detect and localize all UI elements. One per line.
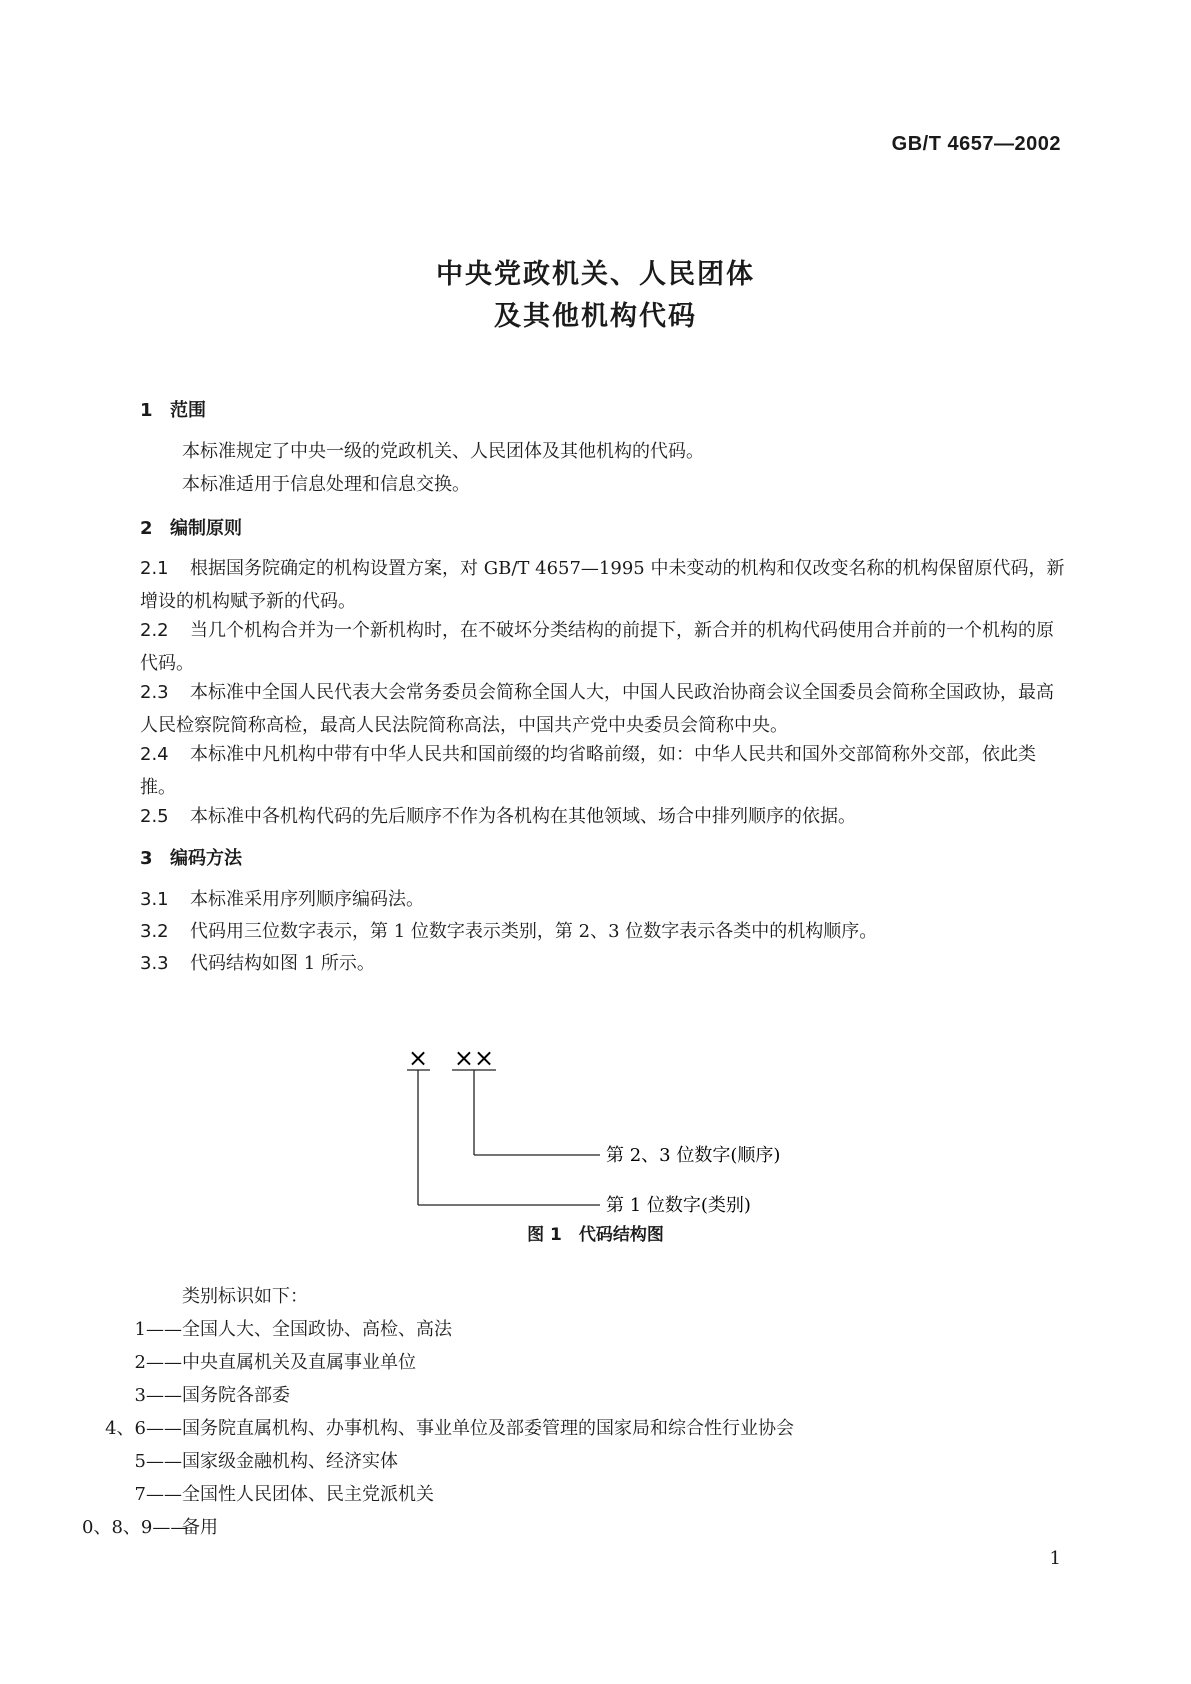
category-item bbox=[82, 1480, 434, 1506]
clause-number: 2.2 bbox=[140, 620, 169, 641]
category-item bbox=[82, 1348, 416, 1374]
clause-text: 代码用三位数字表示，第 1 位数字表示类别，第 2、3 位数字表示各类中的机构顺序。 bbox=[190, 921, 878, 942]
category-desc: 全国人大、全国政协、高检、高法 bbox=[182, 1319, 452, 1340]
scope-paragraph-2: 本标准适用于信息处理和信息交换。 bbox=[182, 474, 470, 495]
section-title: 范围 bbox=[170, 400, 206, 421]
section-number: 2 bbox=[140, 518, 153, 539]
scope-paragraph-1: 本标准规定了中央一级的党政机关、人民团体及其他机构的代码。 bbox=[182, 441, 704, 462]
clause-text: 本标准采用序列顺序编码法。 bbox=[190, 889, 424, 910]
page-title-line-1: 中央党政机关、人民团体 bbox=[436, 259, 755, 290]
category-item bbox=[82, 1414, 794, 1440]
figure-caption: 图 1 代码结构图 bbox=[527, 1225, 664, 1245]
section-number: 1 bbox=[140, 400, 153, 421]
category-code: 7—— bbox=[134, 1484, 182, 1505]
category-desc: 全国性人民团体、民主党派机关 bbox=[182, 1484, 434, 1505]
figure-label-order: 第 2、3 位数字(顺序) bbox=[606, 1145, 781, 1166]
category-desc: 中央直属机关及直属事业单位 bbox=[182, 1352, 416, 1373]
figure-symbol-order: ×× bbox=[453, 1044, 495, 1072]
category-code: 3—— bbox=[134, 1385, 182, 1406]
clause-number: 3.1 bbox=[140, 889, 169, 910]
clause-number: 3.3 bbox=[140, 953, 169, 974]
category-item bbox=[82, 1513, 218, 1539]
category-desc: 国务院直属机构、办事机构、事业单位及部委管理的国家局和综合性行业协会 bbox=[182, 1418, 794, 1439]
standard-number: GB/T 4657—2002 bbox=[891, 133, 1061, 155]
category-code: 1—— bbox=[134, 1319, 182, 1340]
clause-text: 代码结构如图 1 所示。 bbox=[190, 953, 375, 974]
clause-text: 本标准中全国人民代表大会常务委员会简称全国人大，中国人民政治协商会议全国委员会简称全国政协，最高人民检察院简称高检，最高人民法院简称高法，中国共产党中央委员会简称中央。 bbox=[140, 682, 1054, 736]
page-number: 1 bbox=[1049, 1548, 1061, 1569]
category-desc: 国务院各部委 bbox=[182, 1385, 290, 1406]
clause-text: 根据国务院确定的机构设置方案，对 GB/T 4657—1995 中未变动的机构和仅改变名称的机构保留原代码，新增设的机构赋予新的代码。 bbox=[140, 558, 1065, 612]
category-code: 5—— bbox=[134, 1451, 182, 1472]
figure-symbol-category: × bbox=[407, 1044, 429, 1072]
section-title: 编制原则 bbox=[170, 518, 242, 539]
clause-number: 2.1 bbox=[140, 558, 169, 579]
category-code: 2—— bbox=[134, 1352, 182, 1373]
category-item bbox=[82, 1447, 398, 1473]
clause-text: 本标准中凡机构中带有中华人民共和国前缀的均省略前缀，如：中华人民共和国外交部简称外交部，依此类推。 bbox=[140, 744, 1036, 798]
section-number: 3 bbox=[140, 848, 153, 869]
section-title: 编码方法 bbox=[170, 848, 242, 869]
category-code: 4、6—— bbox=[105, 1418, 182, 1439]
clause-text: 当几个机构合并为一个新机构时，在不破坏分类结构的前提下，新合并的机构代码使用合并前的一个机构的原代码。 bbox=[140, 620, 1054, 674]
clause-number: 3.2 bbox=[140, 921, 169, 942]
page-title-line-2: 及其他机构代码 bbox=[494, 301, 697, 332]
clause-number: 2.5 bbox=[140, 806, 169, 827]
category-intro: 类别标识如下： bbox=[182, 1286, 308, 1307]
figure-label-category: 第 1 位数字(类别) bbox=[606, 1195, 751, 1216]
clause-number: 2.3 bbox=[140, 682, 169, 703]
category-item bbox=[82, 1315, 452, 1341]
category-desc: 备用 bbox=[182, 1517, 218, 1538]
category-code: 0、8、9—— bbox=[82, 1517, 189, 1538]
clause-text: 本标准中各机构代码的先后顺序不作为各机构在其他领域、场合中排列顺序的依据。 bbox=[190, 806, 856, 827]
category-item bbox=[82, 1381, 290, 1407]
category-desc: 国家级金融机构、经济实体 bbox=[182, 1451, 398, 1472]
clause-number: 2.4 bbox=[140, 744, 169, 765]
